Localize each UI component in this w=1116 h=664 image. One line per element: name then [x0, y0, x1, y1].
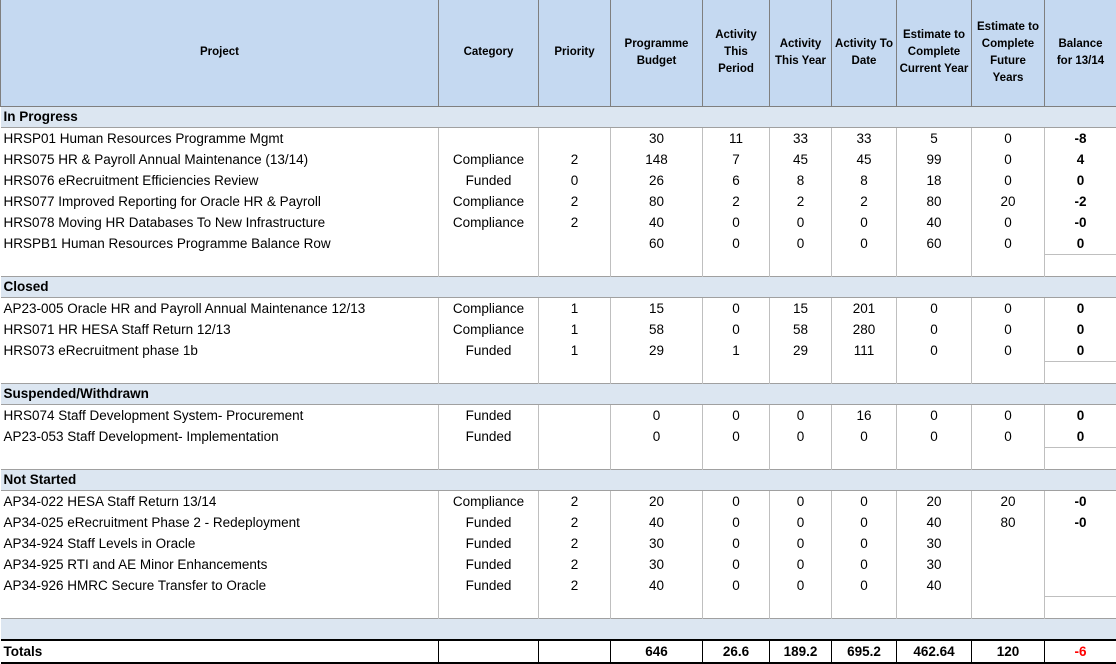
balance-cell: [1045, 575, 1116, 597]
project-cell: HRSP01 Human Resources Programme Mgmt: [1, 127, 439, 149]
blank-cell: [832, 447, 897, 469]
blank-cell: [972, 361, 1045, 383]
estimate-current-cell: 30: [897, 554, 972, 575]
estimate-future-cell: 0: [972, 233, 1045, 255]
activity-to-date-cell: 0: [832, 490, 897, 512]
budget-cell: 30: [611, 554, 703, 575]
estimate-current-cell: 20: [897, 490, 972, 512]
totals-activity-period-cell: 26.6: [703, 640, 770, 663]
blank-cell: [1045, 447, 1116, 469]
estimate-future-cell: 20: [972, 191, 1045, 212]
category-cell: Funded: [439, 533, 539, 554]
activity-year-cell: 15: [770, 297, 832, 319]
activity-period-cell: 0: [703, 404, 770, 426]
activity-year-cell: 0: [770, 404, 832, 426]
category-cell: Funded: [439, 554, 539, 575]
blank-cell: [832, 596, 897, 618]
project-cell: AP34-022 HESA Staff Return 13/14: [1, 490, 439, 512]
blank-cell: [703, 447, 770, 469]
budget-cell: 40: [611, 212, 703, 233]
section-header-row: [1, 469, 1116, 490]
blank-cell: [770, 361, 832, 383]
budget-cell: 148: [611, 149, 703, 170]
section-title: In Progress: [1, 106, 1116, 127]
estimate-current-cell: 0: [897, 319, 972, 340]
table-row: [1, 149, 1116, 170]
blank-cell: [611, 254, 703, 276]
section-title: Not Started: [1, 469, 1116, 490]
balance-cell: [1045, 554, 1116, 575]
blank-cell: [897, 596, 972, 618]
budget-cell: 58: [611, 319, 703, 340]
estimate-future-cell: 80: [972, 512, 1045, 533]
header-activity-year: Activity This Year: [770, 0, 832, 106]
header-budget: Programme Budget: [611, 0, 703, 106]
blank-cell: [770, 596, 832, 618]
header-priority: Priority: [539, 0, 611, 106]
budget-cell: 0: [611, 404, 703, 426]
blank-cell: [1045, 254, 1116, 276]
estimate-current-cell: 40: [897, 212, 972, 233]
blank-row: [1, 596, 1116, 618]
estimate-current-cell: 40: [897, 575, 972, 597]
blank-cell: [1, 254, 439, 276]
activity-year-cell: 33: [770, 127, 832, 149]
priority-cell: 2: [539, 149, 611, 170]
balance-cell: -2: [1045, 191, 1116, 212]
header-row: [1, 0, 1116, 106]
activity-period-cell: 0: [703, 212, 770, 233]
project-cell: HRS075 HR & Payroll Annual Maintenance (13/14): [1, 149, 439, 170]
estimate-current-cell: 5: [897, 127, 972, 149]
activity-period-cell: 11: [703, 127, 770, 149]
header-estimate-future: Estimate to Complete Future Years: [972, 0, 1045, 106]
category-cell: Compliance: [439, 149, 539, 170]
category-cell: Compliance: [439, 319, 539, 340]
project-cell: AP23-053 Staff Development- Implementation: [1, 426, 439, 448]
budget-cell: 29: [611, 340, 703, 362]
activity-to-date-cell: 0: [832, 233, 897, 255]
blank-cell: [703, 254, 770, 276]
priority-cell: 2: [539, 191, 611, 212]
activity-to-date-cell: 33: [832, 127, 897, 149]
table-row: [1, 426, 1116, 448]
table-row: [1, 490, 1116, 512]
totals-activity-year-cell: 189.2: [770, 640, 832, 663]
estimate-future-cell: 20: [972, 490, 1045, 512]
activity-period-cell: 6: [703, 170, 770, 191]
blank-cell: [539, 447, 611, 469]
activity-to-date-cell: 280: [832, 319, 897, 340]
estimate-current-cell: 18: [897, 170, 972, 191]
header-activity-period: Activity This Period: [703, 0, 770, 106]
balance-cell: 4: [1045, 149, 1116, 170]
blank-cell: [611, 447, 703, 469]
blank-cell: [611, 361, 703, 383]
priority-cell: 1: [539, 340, 611, 362]
header-project: Project: [1, 0, 439, 106]
blank-cell: [972, 447, 1045, 469]
budget-cell: 40: [611, 575, 703, 597]
project-cell: HRS076 eRecruitment Efficiencies Review: [1, 170, 439, 191]
totals-estimate-future-cell: 120: [972, 640, 1045, 663]
activity-period-cell: 0: [703, 233, 770, 255]
estimate-current-cell: 0: [897, 340, 972, 362]
section-title: Closed: [1, 276, 1116, 297]
priority-cell: 2: [539, 490, 611, 512]
activity-to-date-cell: 2: [832, 191, 897, 212]
activity-to-date-cell: 16: [832, 404, 897, 426]
estimate-current-cell: 60: [897, 233, 972, 255]
estimate-current-cell: 30: [897, 533, 972, 554]
category-cell: Funded: [439, 575, 539, 597]
balance-cell: -0: [1045, 512, 1116, 533]
activity-period-cell: 2: [703, 191, 770, 212]
activity-period-cell: 0: [703, 490, 770, 512]
estimate-future-cell: 0: [972, 212, 1045, 233]
budget-cell: 26: [611, 170, 703, 191]
header-estimate-current: Estimate to Complete Current Year: [897, 0, 972, 106]
table-row: [1, 127, 1116, 149]
totals-balance-cell: -6: [1045, 640, 1116, 663]
totals-activity-to-date-cell: 695.2: [832, 640, 897, 663]
table-body: [1, 106, 1116, 663]
estimate-future-cell: 0: [972, 340, 1045, 362]
priority-cell: 1: [539, 319, 611, 340]
blank-cell: [439, 361, 539, 383]
priority-cell: [539, 404, 611, 426]
project-cell: HRS074 Staff Development System- Procurement: [1, 404, 439, 426]
estimate-current-cell: 80: [897, 191, 972, 212]
project-cell: AP34-926 HMRC Secure Transfer to Oracle: [1, 575, 439, 597]
blank-cell: [897, 361, 972, 383]
activity-year-cell: 0: [770, 233, 832, 255]
category-cell: Funded: [439, 512, 539, 533]
category-cell: Compliance: [439, 297, 539, 319]
blank-cell: [439, 254, 539, 276]
budget-cell: 30: [611, 533, 703, 554]
project-cell: HRS073 eRecruitment phase 1b: [1, 340, 439, 362]
project-cell: AP23-005 Oracle HR and Payroll Annual Maintenance 12/13: [1, 297, 439, 319]
blank-cell: [703, 596, 770, 618]
totals-label: Totals: [1, 640, 439, 663]
estimate-future-cell: [972, 554, 1045, 575]
activity-to-date-cell: 0: [832, 575, 897, 597]
blank-cell: [1, 447, 439, 469]
activity-period-cell: 7: [703, 149, 770, 170]
blank-cell: [539, 361, 611, 383]
project-cell: HRSPB1 Human Resources Programme Balance Row: [1, 233, 439, 255]
table-row: [1, 212, 1116, 233]
activity-to-date-cell: 8: [832, 170, 897, 191]
blank-row: [1, 361, 1116, 383]
category-cell: [439, 233, 539, 255]
activity-to-date-cell: 0: [832, 512, 897, 533]
project-cell: AP34-925 RTI and AE Minor Enhancements: [1, 554, 439, 575]
category-cell: Compliance: [439, 212, 539, 233]
table-row: [1, 170, 1116, 191]
category-cell: Funded: [439, 404, 539, 426]
activity-year-cell: 2: [770, 191, 832, 212]
activity-year-cell: 45: [770, 149, 832, 170]
activity-year-cell: 29: [770, 340, 832, 362]
activity-to-date-cell: 0: [832, 554, 897, 575]
totals-row: [1, 640, 1116, 663]
section-header-row: [1, 383, 1116, 404]
estimate-future-cell: 0: [972, 404, 1045, 426]
balance-cell: 0: [1045, 233, 1116, 255]
budget-cell: 40: [611, 512, 703, 533]
balance-cell: [1045, 533, 1116, 554]
blank-cell: [770, 447, 832, 469]
balance-cell: -8: [1045, 127, 1116, 149]
section-title: Suspended/Withdrawn: [1, 383, 1116, 404]
budget-cell: 80: [611, 191, 703, 212]
activity-period-cell: 1: [703, 340, 770, 362]
estimate-current-cell: 0: [897, 426, 972, 448]
activity-to-date-cell: 0: [832, 426, 897, 448]
activity-period-cell: 0: [703, 426, 770, 448]
blank-cell: [972, 596, 1045, 618]
blank-cell: [611, 596, 703, 618]
table-row: [1, 319, 1116, 340]
budget-cell: 60: [611, 233, 703, 255]
blank-cell: [1, 596, 439, 618]
activity-to-date-cell: 111: [832, 340, 897, 362]
activity-period-cell: 0: [703, 319, 770, 340]
balance-cell: 0: [1045, 340, 1116, 362]
project-cell: AP34-025 eRecruitment Phase 2 - Redeployment: [1, 512, 439, 533]
budget-cell: 0: [611, 426, 703, 448]
priority-cell: [539, 127, 611, 149]
project-cell: HRS071 HR HESA Staff Return 12/13: [1, 319, 439, 340]
blank-cell: [972, 254, 1045, 276]
priority-cell: 1: [539, 297, 611, 319]
table-row: [1, 297, 1116, 319]
table-row: [1, 233, 1116, 255]
priority-cell: 2: [539, 554, 611, 575]
table-row: [1, 191, 1116, 212]
priority-cell: 2: [539, 512, 611, 533]
header-category: Category: [439, 0, 539, 106]
header-activity-to-date: Activity To Date: [832, 0, 897, 106]
section-header-row: [1, 106, 1116, 127]
project-cell: AP34-924 Staff Levels in Oracle: [1, 533, 439, 554]
priority-cell: 2: [539, 212, 611, 233]
estimate-current-cell: 99: [897, 149, 972, 170]
blank-row: [1, 254, 1116, 276]
table-row: [1, 404, 1116, 426]
estimate-future-cell: 0: [972, 319, 1045, 340]
activity-to-date-cell: 201: [832, 297, 897, 319]
budget-cell: 30: [611, 127, 703, 149]
spacer-row: [1, 618, 1116, 640]
blank-cell: [832, 361, 897, 383]
blank-cell: [897, 254, 972, 276]
priority-cell: 0: [539, 170, 611, 191]
estimate-future-cell: 0: [972, 149, 1045, 170]
blank-cell: [770, 254, 832, 276]
estimate-current-cell: 40: [897, 512, 972, 533]
estimate-future-cell: [972, 533, 1045, 554]
estimate-future-cell: 0: [972, 170, 1045, 191]
activity-year-cell: 0: [770, 533, 832, 554]
blank-cell: [539, 596, 611, 618]
header-balance: Balance for 13/14: [1045, 0, 1116, 106]
balance-cell: 0: [1045, 426, 1116, 448]
blank-cell: [539, 254, 611, 276]
blank-cell: [897, 447, 972, 469]
category-cell: Compliance: [439, 490, 539, 512]
category-cell: Funded: [439, 170, 539, 191]
activity-to-date-cell: 45: [832, 149, 897, 170]
budget-cell: 15: [611, 297, 703, 319]
blank-cell: [1045, 361, 1116, 383]
category-cell: Funded: [439, 426, 539, 448]
estimate-current-cell: 0: [897, 297, 972, 319]
blank-cell: [439, 596, 539, 618]
activity-to-date-cell: 0: [832, 212, 897, 233]
estimate-future-cell: 0: [972, 426, 1045, 448]
activity-year-cell: 8: [770, 170, 832, 191]
blank-cell: [1, 361, 439, 383]
activity-year-cell: 0: [770, 490, 832, 512]
table-row: [1, 554, 1116, 575]
priority-cell: 2: [539, 575, 611, 597]
table-row: [1, 340, 1116, 362]
activity-period-cell: 0: [703, 554, 770, 575]
totals-estimate-current-cell: 462.64: [897, 640, 972, 663]
category-cell: Funded: [439, 340, 539, 362]
totals-budget-cell: 646: [611, 640, 703, 663]
estimate-current-cell: 0: [897, 404, 972, 426]
priority-cell: [539, 233, 611, 255]
priority-cell: 2: [539, 533, 611, 554]
activity-period-cell: 0: [703, 533, 770, 554]
activity-year-cell: 0: [770, 554, 832, 575]
category-cell: Compliance: [439, 191, 539, 212]
spacer-cell: [1, 618, 1116, 640]
balance-cell: 0: [1045, 170, 1116, 191]
totals-priority-cell: [539, 640, 611, 663]
section-header-row: [1, 276, 1116, 297]
activity-year-cell: 0: [770, 512, 832, 533]
balance-cell: 0: [1045, 319, 1116, 340]
estimate-future-cell: 0: [972, 127, 1045, 149]
activity-year-cell: 0: [770, 575, 832, 597]
activity-year-cell: 58: [770, 319, 832, 340]
activity-period-cell: 0: [703, 297, 770, 319]
blank-row: [1, 447, 1116, 469]
table-row: [1, 512, 1116, 533]
priority-cell: [539, 426, 611, 448]
balance-cell: 0: [1045, 297, 1116, 319]
activity-year-cell: 0: [770, 426, 832, 448]
activity-period-cell: 0: [703, 575, 770, 597]
table-row: [1, 533, 1116, 554]
estimate-future-cell: [972, 575, 1045, 597]
activity-to-date-cell: 0: [832, 533, 897, 554]
blank-cell: [439, 447, 539, 469]
blank-cell: [832, 254, 897, 276]
blank-cell: [1045, 596, 1116, 618]
project-cell: HRS078 Moving HR Databases To New Infrastructure: [1, 212, 439, 233]
blank-cell: [703, 361, 770, 383]
activity-period-cell: 0: [703, 512, 770, 533]
balance-cell: -0: [1045, 490, 1116, 512]
budget-cell: 20: [611, 490, 703, 512]
project-cell: HRS077 Improved Reporting for Oracle HR & Payroll: [1, 191, 439, 212]
table-row: [1, 575, 1116, 597]
totals-category-cell: [439, 640, 539, 663]
estimate-future-cell: 0: [972, 297, 1045, 319]
category-cell: [439, 127, 539, 149]
activity-year-cell: 0: [770, 212, 832, 233]
balance-cell: 0: [1045, 404, 1116, 426]
balance-cell: -0: [1045, 212, 1116, 233]
